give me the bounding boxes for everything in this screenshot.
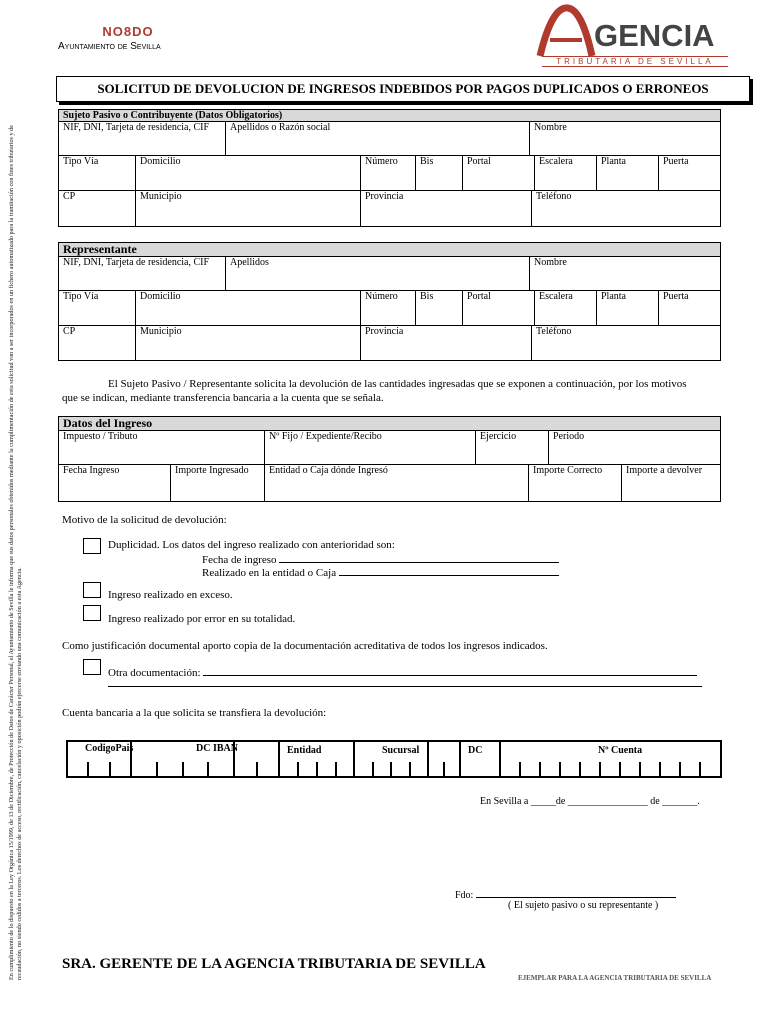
ingreso-heading	[58, 416, 721, 431]
ingreso-importe-correcto-label: Importe Correcto	[533, 465, 603, 476]
rep-tipovia-label: Tipo Vía	[63, 291, 99, 302]
ingreso-fecha-label: Fecha Ingreso	[63, 465, 120, 476]
sujeto-escalera-field[interactable]	[535, 156, 597, 191]
error-label: Ingreso realizado por error en su totalidad.	[108, 613, 296, 625]
sujeto-planta-label: Planta	[601, 156, 626, 167]
firma-fdo-label: Fdo:	[455, 890, 474, 901]
rep-apellidos-label: Apellidos	[230, 257, 269, 268]
fecha-ingreso-input[interactable]	[279, 551, 559, 563]
rep-telefono-label: Teléfono	[536, 326, 572, 337]
sujeto-portal-label: Portal	[467, 156, 491, 167]
ingreso-ejercicio-field[interactable]	[476, 431, 549, 465]
ingreso-periodo-label: Periodo	[553, 431, 585, 442]
nodo-logo	[98, 24, 158, 39]
fecha-ingreso-label: Fecha de ingreso	[202, 554, 277, 566]
bank-account-grid[interactable]	[66, 740, 722, 778]
realizado-entidad-label: Realizado en la entidad o Caja	[202, 567, 337, 579]
sujeto-nombre-label: Nombre	[534, 122, 567, 133]
ingreso-importe-devolver-field[interactable]	[622, 465, 721, 502]
rep-bis-label: Bis	[420, 291, 434, 302]
rep-telefono-field[interactable]	[532, 326, 721, 361]
sujeto-nif-field[interactable]	[59, 122, 226, 156]
nodo-logo-text: NO8DO	[102, 24, 154, 39]
ingreso-importe-correcto-field[interactable]	[529, 465, 622, 502]
exceso-checkbox[interactable]	[83, 582, 101, 598]
rep-puerta-label: Puerta	[663, 291, 689, 302]
sujeto-domicilio-label: Domicilio	[140, 156, 181, 167]
destinatario: SRA. GERENTE DE LA AGENCIA TRIBUTARIA DE SEVILLA	[62, 956, 486, 972]
rep-municipio-label: Municipio	[140, 326, 182, 337]
representante-heading	[58, 242, 721, 257]
sujeto-cp-table	[58, 190, 721, 227]
bank-n-cuenta-label: Nº Cuenta	[598, 745, 643, 756]
sujeto-escalera-label: Escalera	[539, 156, 573, 167]
rep-domicilio-field[interactable]	[136, 291, 361, 326]
fecha-line[interactable]: En Sevilla a _____de ________________ de _______.	[480, 796, 700, 807]
sujeto-puerta-label: Puerta	[663, 156, 689, 167]
ingreso-importe-ingresado-field[interactable]	[171, 465, 265, 502]
sujeto-heading-text: Sujeto Pasivo o Contribuyente (Datos Obligatorios)	[63, 110, 283, 121]
sujeto-planta-field[interactable]	[597, 156, 659, 191]
sujeto-telefono-field[interactable]	[532, 191, 721, 227]
ejemplar-label: EJEMPLAR PARA LA AGENCIA TRIBUTARIA DE SEVILLA	[518, 974, 712, 982]
rep-escalera-field[interactable]	[535, 291, 597, 326]
rep-nombre-label: Nombre	[534, 257, 567, 268]
representante-heading-text: Representante	[63, 242, 137, 256]
justificacion-text: Como justificación documental aporto copia de la documentación acreditativa de todos los ingresos indicados.	[62, 640, 548, 652]
sujeto-portal-field[interactable]	[463, 156, 535, 191]
representante-address-table	[58, 290, 721, 326]
ingreso-entidad-field[interactable]	[265, 465, 529, 502]
page-title: SOLICITUD DE DEVOLUCION DE INGRESOS INDEBIDOS POR PAGOS DUPLICADOS O ERRONEOS	[97, 81, 709, 96]
rep-nombre-field[interactable]	[530, 257, 721, 291]
rep-provincia-field[interactable]	[361, 326, 532, 361]
duplicidad-label: Duplicidad. Los datos del ingreso realizado con anterioridad son:	[108, 539, 395, 551]
ayuntamiento-label: Ayuntamiento de Sevilla	[58, 41, 161, 52]
rep-domicilio-label: Domicilio	[140, 291, 181, 302]
realizado-entidad-line	[202, 564, 559, 579]
sujeto-table	[58, 121, 721, 156]
agencia-logo-text: GENCIA	[594, 18, 715, 53]
sujeto-provincia-field[interactable]	[361, 191, 532, 227]
otra-doc-line	[108, 664, 697, 679]
agencia-subtitle: TRIBUTARIA DE SEVILLA	[542, 56, 728, 67]
representante-table	[58, 256, 721, 291]
sujeto-municipio-label: Municipio	[140, 191, 182, 202]
ingreso-nfijo-label: Nº Fijo / Expediente/Recibo	[269, 431, 382, 442]
rep-portal-field[interactable]	[463, 291, 535, 326]
representante-cp-table	[58, 325, 721, 361]
rep-puerta-field[interactable]	[659, 291, 721, 326]
ingreso-ejercicio-label: Ejercicio	[480, 431, 517, 442]
side-legal-note: En cumplimiento de lo dispuesto en la Ley Orgánica 15/1999, de 13 de Diciembre, de Protección de Datos de Carácter Personal, el Ayuntamiento de Sevilla le informa que sus datos personales obtenidos mediante la cumplimentación de esta solicitud van a ser incorporados en un fichero automatizado para la tramitación con fines tributarios y de recaudación, no siendo cedidos a terceros. Los derechos de acceso, rectificación, cancelación y oposición podrán ejercerse enviando una comunicación a esta Agencia.	[8, 125, 23, 980]
ingreso-table-2	[58, 464, 721, 502]
rep-escalera-label: Escalera	[539, 291, 573, 302]
sujeto-apellidos-field[interactable]	[226, 122, 530, 156]
sujeto-nombre-field[interactable]	[530, 122, 721, 156]
sujeto-municipio-field[interactable]	[136, 191, 361, 227]
rep-cp-field[interactable]	[59, 326, 136, 361]
sujeto-cp-field[interactable]	[59, 191, 136, 227]
rep-numero-label: Número	[365, 291, 398, 302]
rep-planta-field[interactable]	[597, 291, 659, 326]
sujeto-bis-label: Bis	[420, 156, 434, 167]
rep-numero-field[interactable]	[361, 291, 416, 326]
rep-planta-label: Planta	[601, 291, 626, 302]
rep-tipovia-field[interactable]	[59, 291, 136, 326]
rep-nif-label: NIF, DNI, Tarjeta de residencia, CIF	[63, 257, 210, 268]
sujeto-puerta-field[interactable]	[659, 156, 721, 191]
bank-sucursal-label: Sucursal	[382, 745, 420, 756]
rep-apellidos-field[interactable]	[226, 257, 530, 291]
cuenta-heading: Cuenta bancaria a la que solicita se transfiera la devolución:	[62, 707, 327, 719]
bank-codigo-pais-label: CodigoPais	[85, 743, 134, 754]
exceso-label: Ingreso realizado en exceso.	[108, 589, 233, 601]
otra-doc-label: Otra documentación:	[108, 667, 201, 679]
ingreso-entidad-label: Entidad o Caja dónde Ingresó	[269, 465, 388, 476]
firma-line	[455, 886, 676, 901]
duplicidad-checkbox[interactable]	[83, 538, 101, 554]
rep-portal-label: Portal	[467, 291, 491, 302]
page-title-box	[56, 76, 750, 102]
bank-dc-label: DC	[468, 745, 483, 756]
ingreso-periodo-field[interactable]	[549, 431, 721, 465]
sujeto-numero-field[interactable]	[361, 156, 416, 191]
agencia-logo	[536, 4, 736, 66]
ingreso-importe-ingresado-label: Importe Ingresado	[175, 465, 249, 476]
ingreso-impuesto-field[interactable]	[59, 431, 265, 465]
otra-doc-checkbox[interactable]	[83, 659, 101, 675]
ingreso-nfijo-field[interactable]	[265, 431, 476, 465]
otra-doc-line-2[interactable]	[108, 686, 702, 687]
rep-bis-field[interactable]	[416, 291, 463, 326]
otra-doc-input[interactable]	[203, 664, 697, 676]
sujeto-tipovia-field[interactable]	[59, 156, 136, 191]
ingreso-impuesto-label: Impuesto / Tributo	[63, 431, 138, 442]
sujeto-bis-field[interactable]	[416, 156, 463, 191]
sujeto-domicilio-field[interactable]	[136, 156, 361, 191]
sujeto-telefono-label: Teléfono	[536, 191, 572, 202]
realizado-entidad-input[interactable]	[339, 564, 559, 576]
rep-municipio-field[interactable]	[136, 326, 361, 361]
sujeto-apellidos-label: Apellidos o Razón social	[230, 122, 331, 133]
ingreso-table-1	[58, 430, 721, 465]
sujeto-cp-label: CP	[63, 191, 76, 202]
motivo-heading: Motivo de la solicitud de devolución:	[62, 514, 227, 526]
firma-input[interactable]	[476, 886, 676, 898]
ingreso-importe-devolver-label: Importe a devolver	[626, 465, 703, 476]
ingreso-fecha-field[interactable]	[59, 465, 171, 502]
rep-provincia-label: Provincia	[365, 326, 404, 337]
ingreso-heading-text: Datos del Ingreso	[63, 416, 153, 430]
sujeto-provincia-label: Provincia	[365, 191, 404, 202]
intro-paragraph: El Sujeto Pasivo / Representante solicita la devolución de las cantidades ingresadas que se exponen a continuación, por los motivos que se indican, mediante transferencia bancaria a la cuenta que se señala.	[62, 378, 687, 404]
firma-nota: ( El sujeto pasivo o su representante )	[508, 900, 659, 911]
bank-dc-iban-label: DC IBAN	[196, 743, 238, 754]
sujeto-address-table	[58, 155, 721, 191]
rep-cp-label: CP	[63, 326, 76, 337]
rep-nif-field[interactable]	[59, 257, 226, 291]
sujeto-tipovia-label: Tipo Vía	[63, 156, 99, 167]
sujeto-nif-label: NIF, DNI, Tarjeta de residencia, CIF	[63, 122, 210, 133]
error-checkbox[interactable]	[83, 605, 101, 621]
sujeto-numero-label: Número	[365, 156, 398, 167]
bank-entidad-label: Entidad	[287, 745, 322, 756]
